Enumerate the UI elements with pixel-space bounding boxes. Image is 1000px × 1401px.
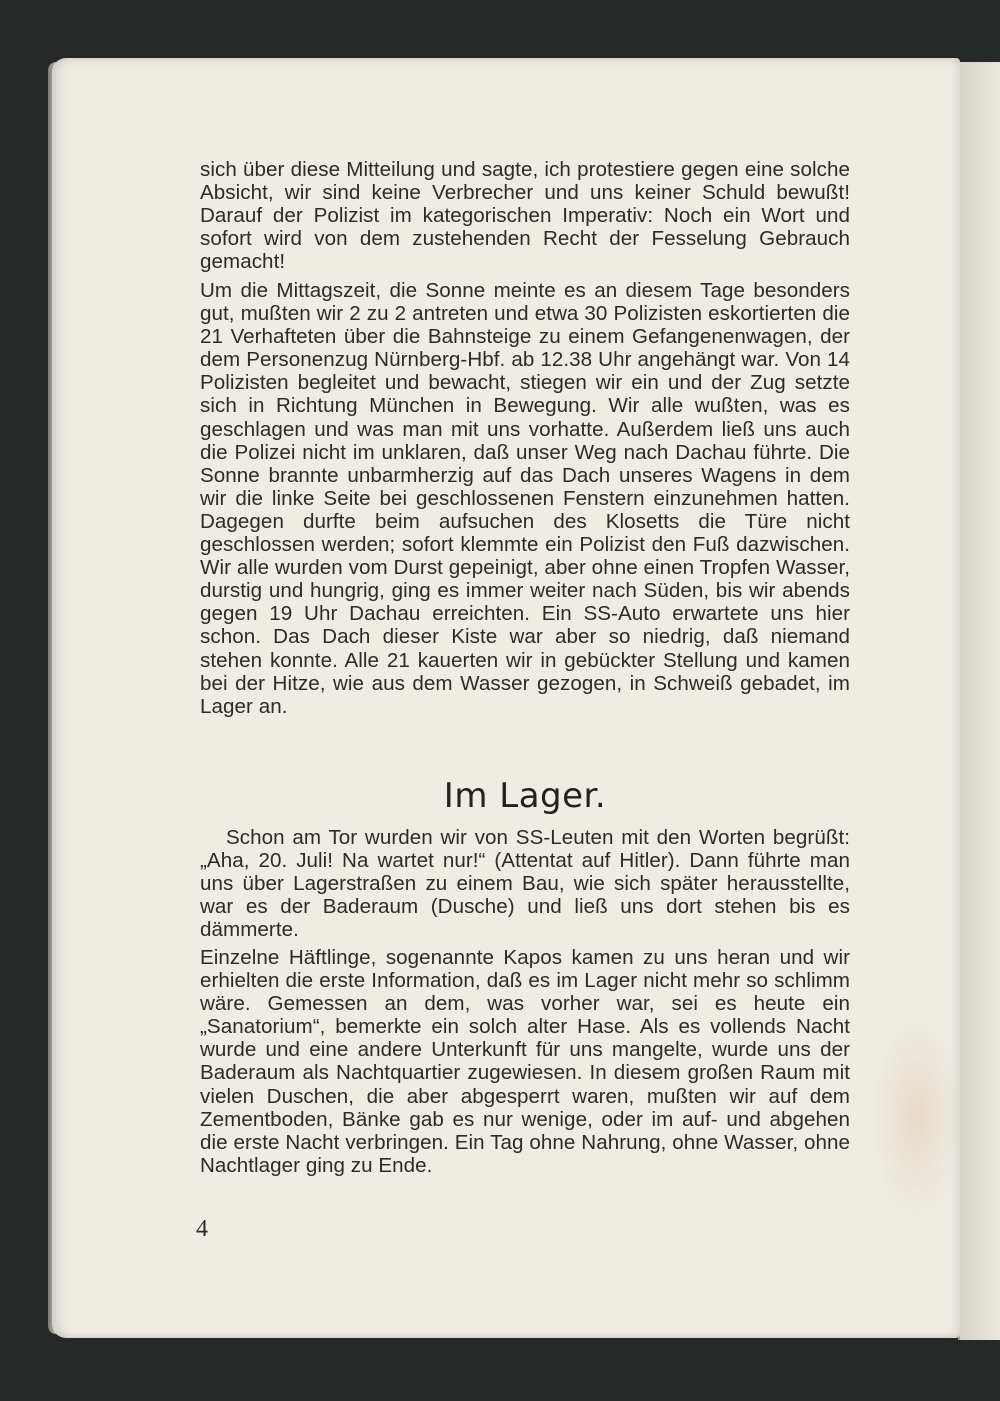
paragraph-text: Einzelne Häftlinge, sogenannte Kapos kamen zu uns heran und wir erhielten die erste Information, daß es im Lager nicht mehr so schlimm wäre. Gemessen an dem, was vorher war, sei es heute ein „Sanatorium“, bemerkte ein solch alter Hase. Als es vollends Nacht wurde und eine andere Unterkunft für uns mangelte, wurde uns der Baderaum als Nachtquartier zugewiesen. In diesem großen Raum mit vielen Duschen, die aber abgesperrt waren, mußten wir auf dem Zementboden, Bänke gab es nur wenige, oder im auf- und abgehen die erste Nacht verbringen. Ein Tag ohne Nahrung, ohne Wasser, ohne Nachtlager ging zu Ende. [200,946,850,1177]
page-number: 4 [196,1216,208,1242]
paragraph-transport [200,279,850,718]
paragraph-first-night [200,946,850,1177]
paragraph-arrival [200,826,850,941]
paragraph-protest [200,158,850,273]
paper-stain [872,1018,962,1218]
section-heading: Im Lager. [443,776,607,816]
paragraph-text: sich über diese Mitteilung und sagte, ich protestiere gegen eine solche Absicht, wir sind keine Verbrecher und uns keiner Schuld bewußt! Darauf der Polizist im kategorischen Imperativ: Noch ein Wort und sofort wird von dem zustehenden Recht der Fesselung Gebrauch gemacht! [200,158,850,274]
paragraph-text: Schon am Tor wurden wir von SS-Leuten mit den Worten begrüßt: „Aha, 20. Juli! Na wartet nur!“ (Attentat auf Hitler). Dann führte man uns über Lagerstraßen zu einem Bau, wie sich später herausstellte, war es der Baderaum (Dusche) und ließ uns dort stehen bis es dämmerte. [200,826,850,942]
facing-page-edge [958,62,1000,1340]
paragraph-text: Um die Mittagszeit, die Sonne meinte es an diesem Tage besonders gut, mußten wir 2 zu 2 antreten und etwa 30 Polizisten eskortierten die 21 Verhafteten über die Bahnsteige zu einem Gefangenenwagen, der dem Personenzug Nürnberg-Hbf. ab 12.38 Uhr angehängt war. Von 14 Polizisten begleitet und bewacht, stiegen wir ein und der Zug setzte sich in Richtung München in Bewegung. Wir alle wußten, was es geschlagen und was man mit uns vorhatte. Außerdem ließ uns auch die Polizei nicht im unklaren, daß unser Weg nach Dachau führte. Die Sonne brannte unbarmherzig auf das Dach unseres Wagens in dem wir die linke Seite bei geschlossenen Fenstern einzunehmen hatten. Dagegen durfte beim aufsuchen des Klosetts die Türe nicht geschlossen werden; sofort klemmte ein Polizist den Fuß dazwischen. Wir alle wurden vom Durst gepeinigt, aber ohne einen Tropfen Wasser, durstig und hungrig, ging es immer weiter nach Süden, bis wir abends gegen 19 Uhr Dachau erreichten. Ein SS-Auto erwartete uns hier schon. Das Dach dieser Kiste war aber so niedrig, daß niemand stehen konnte. Alle 21 kauerten wir in gebückter Stellung und kamen bei der Hitze, wie aus dem Wasser gezogen, in Schweiß gebadet, im Lager an. [200,279,850,718]
